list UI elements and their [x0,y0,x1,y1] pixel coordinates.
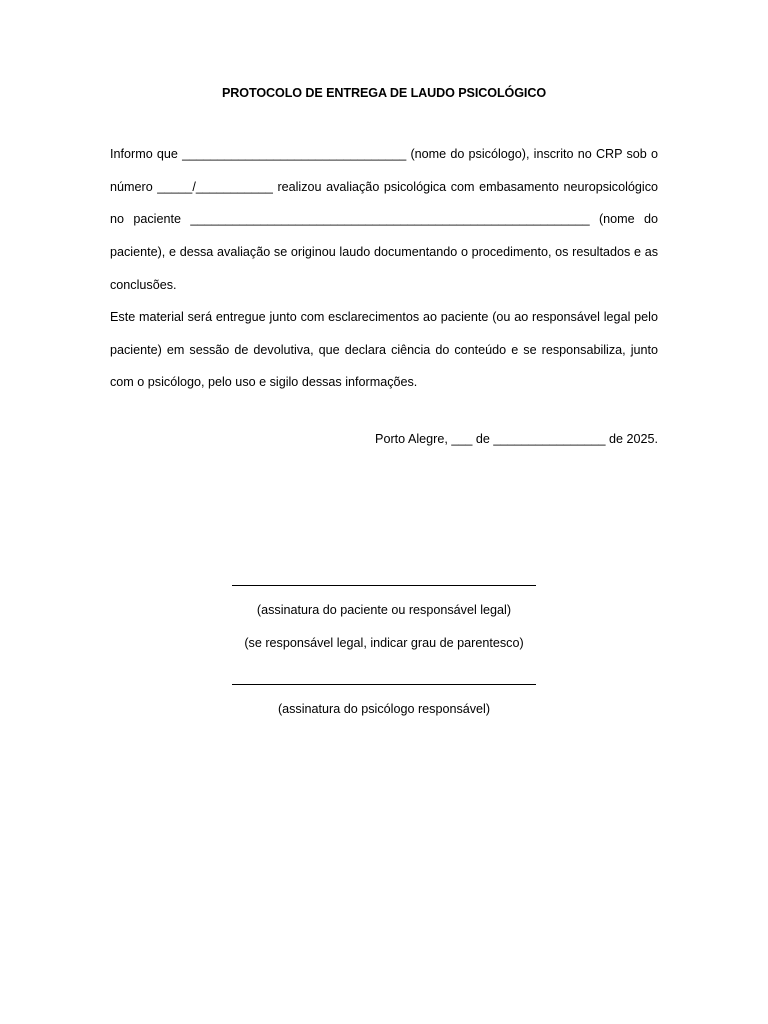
blank-crp-region: _____ [157,179,193,194]
document-title: PROTOCOLO DE ENTREGA DE LAUDO PSICOLÓGICO [221,86,547,100]
blank-psychologist-name: ________________________________ [182,147,407,161]
signature-psychologist-caption: (assinatura do psicólogo responsável) [277,702,491,716]
signature-patient-caption: (assinatura do paciente ou responsável legal) [256,603,512,617]
blank-day: ___ [451,432,473,446]
blank-crp-number: ___________ [195,179,273,194]
text-slash: / [192,179,196,194]
blank-month: ________________ [493,432,606,446]
text-nome-psicologo: (nome do psicólogo), inscrito no CRP sob o [410,147,659,161]
text-numero: número [110,179,153,194]
signature-line-psychologist [232,684,536,685]
text-rest: paciente), e dessa avaliação se originou laudo documentando o procedimento, os resultados e as conclusões. [110,245,658,292]
text-no-paciente: no paciente [110,212,181,227]
paragraph-delivery: Este material será entregue junto com esclarecimentos ao paciente (ou ao responsável legal pelo paciente) em sessão de devolutiva, que declara ciência do conteúdo e se responsabiliza, junto com o psicólogo, pelo uso e sigilo dessas informações. [110,310,658,390]
text-year: de 2025. [608,432,658,446]
text-informo: Informo que [110,147,178,161]
text-city: Porto Alegre, [375,432,448,446]
text-nome-do: (nome do [598,212,658,227]
document-page [110,0,658,1024]
text-realizou: realizou avaliação psicológica com embasamento neuropsicológico [277,179,659,194]
place-date-line [375,432,658,446]
signature-line-patient [232,585,536,586]
paragraph-declaration [110,138,658,302]
text-de: de [475,432,490,446]
signature-patient-note: (se responsável legal, indicar grau de parentesco) [244,636,524,650]
blank-patient-name: _________________________________________________________ [190,212,590,227]
